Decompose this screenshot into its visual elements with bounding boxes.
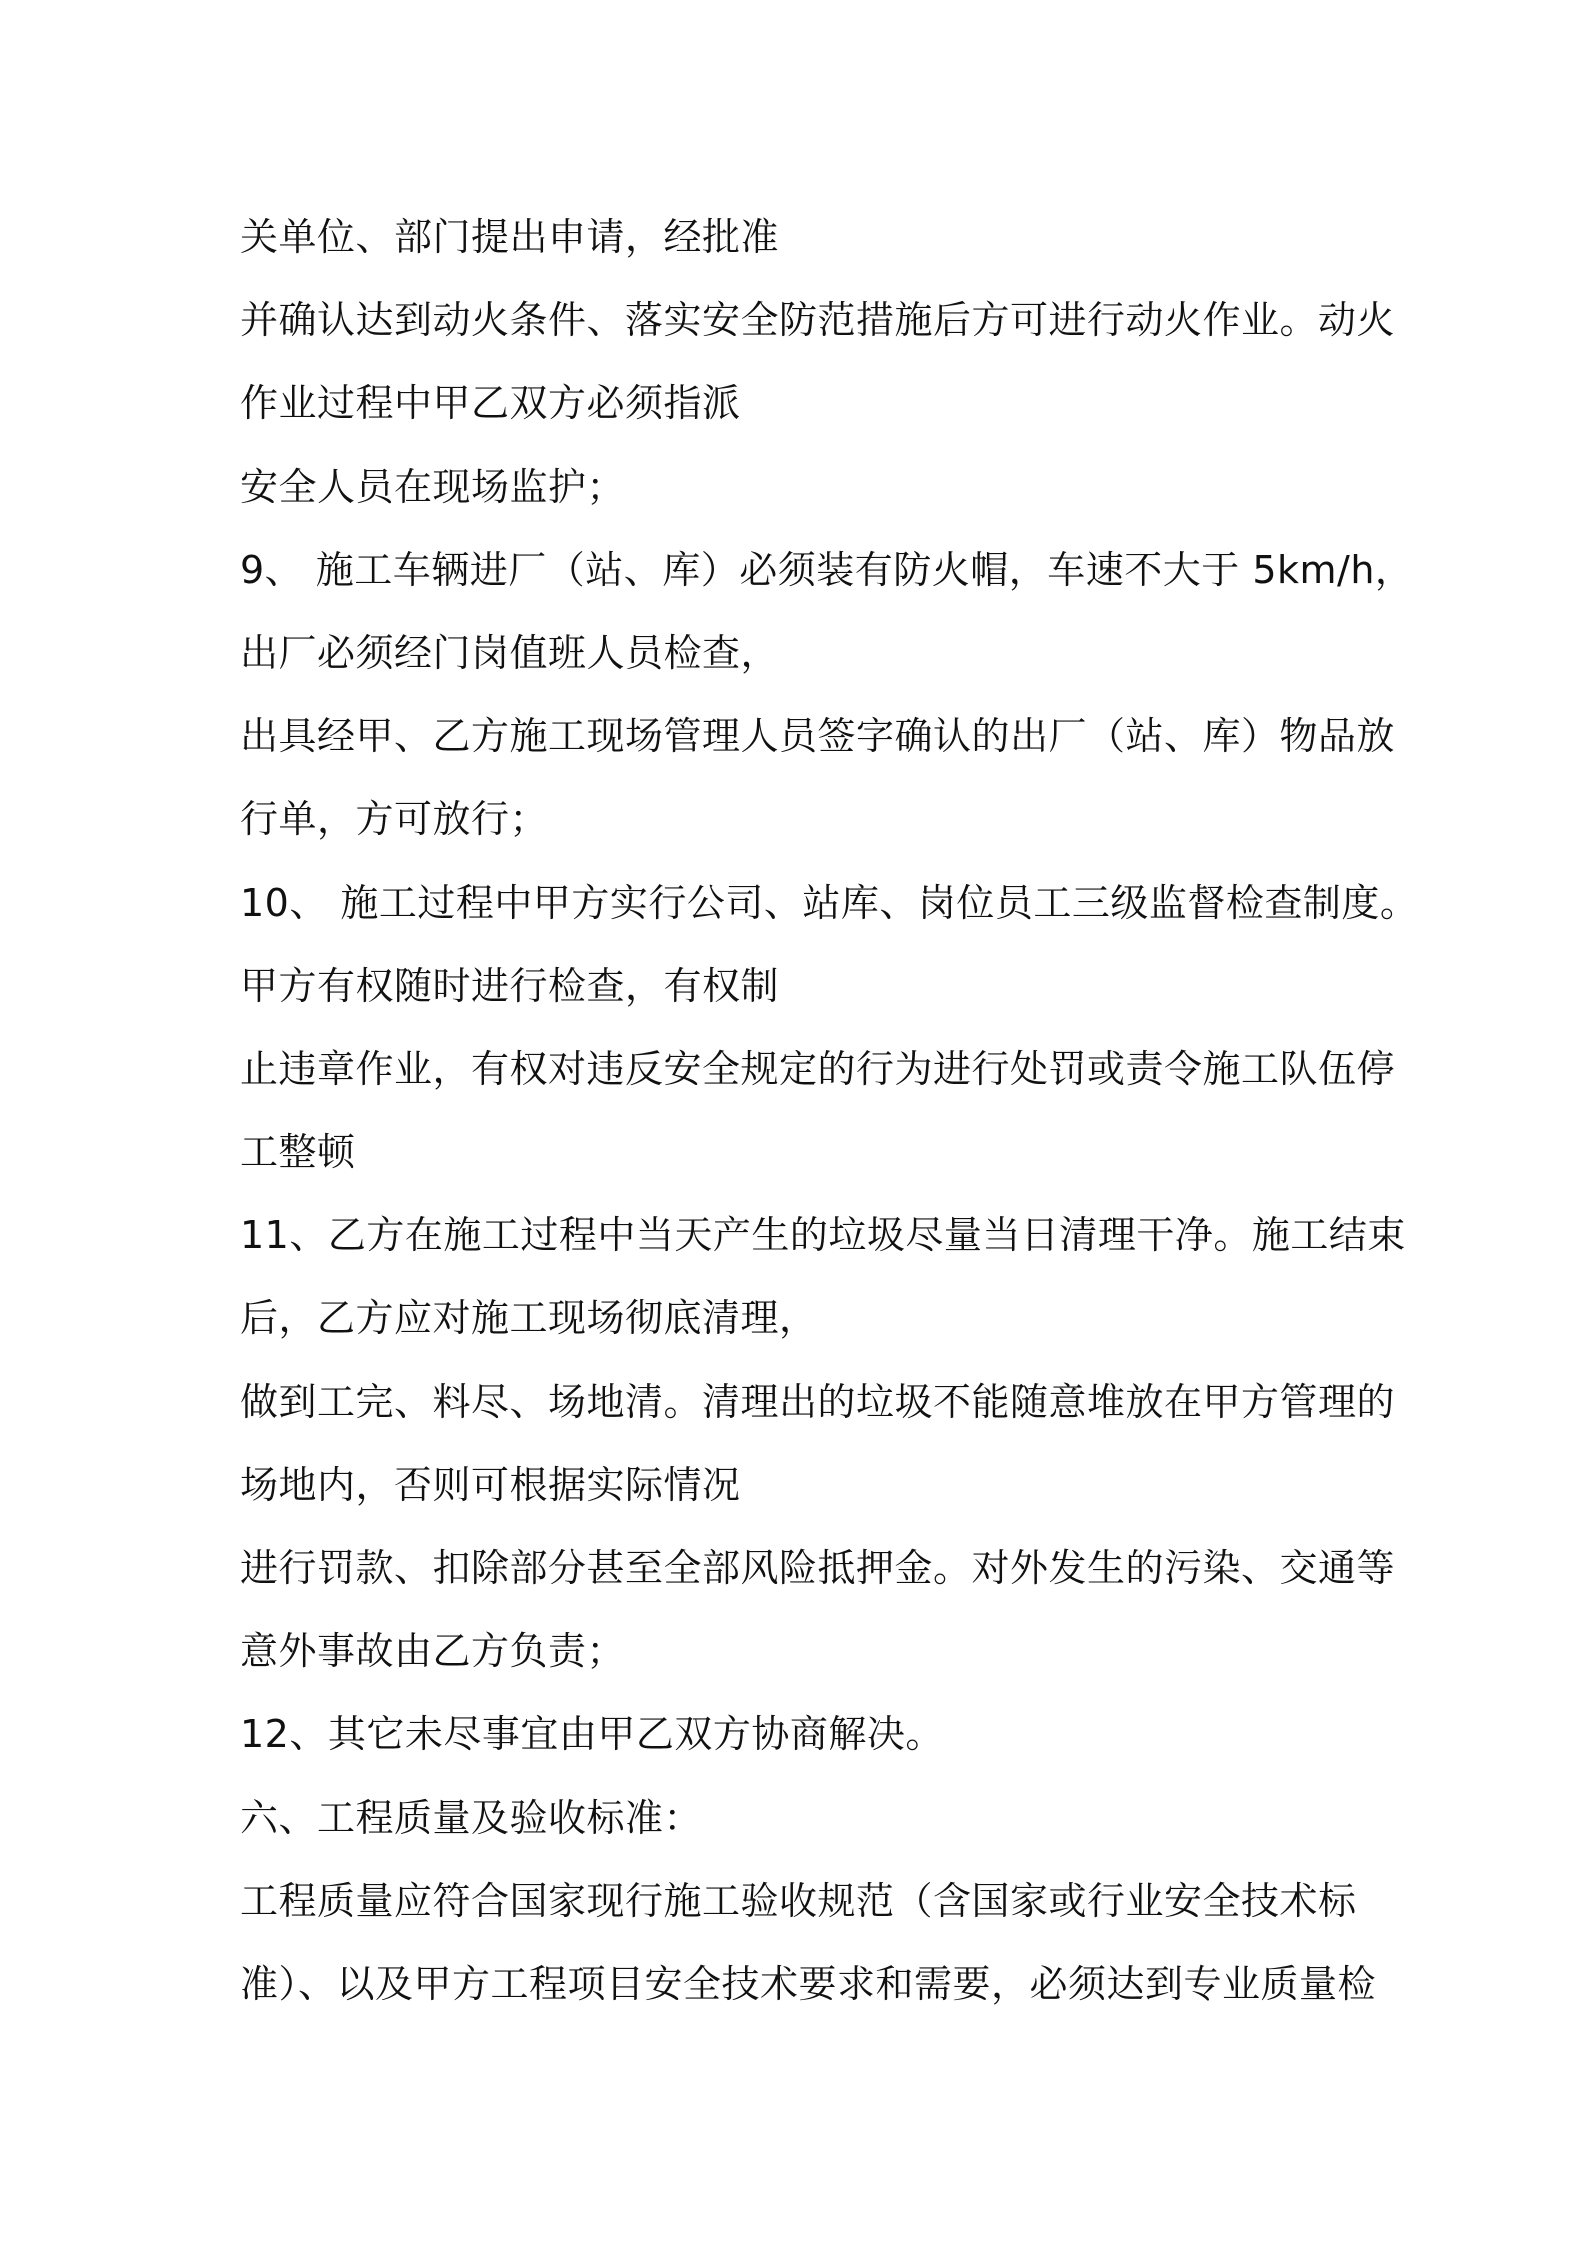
text-line: 9、 施工车辆进厂（站、库）必须装有防火帽，车速不大于 5km/h， [240,547,1414,592]
text-line: 后，乙方应对施工现场彻底清理， [240,1296,818,1341]
text-line: 止违章作业，有权对违反安全规定的行为进行处罚或责令施工队伍停 [240,1046,1396,1091]
text-line: 甲方有权随时进行检查，有权制 [240,963,780,1008]
text-line: 准）、以及甲方工程项目安全技术要求和需要，必须达到专业质量检 [240,1961,1377,2006]
text-line: 并确认达到动火条件、落实安全防范措施后方可进行动火作业。动火 [240,298,1396,343]
text-line: 10、 施工过程中甲方实行公司、站库、岗位员工三级监督检查制度。 [240,880,1419,925]
text-line: 出具经甲、乙方施工现场管理人员签字确认的出厂（站、库）物品放 [240,714,1396,759]
text-line: 关单位、部门提出申请，经批准 [240,215,780,259]
text-line: 意外事故由乙方负责； [240,1629,626,1674]
text-line: 11、乙方在施工过程中当天产生的垃圾尽量当日清理干净。施工结束 [240,1213,1406,1258]
text-line: 工程质量应符合国家现行施工验收规范（含国家或行业安全技术标 [240,1878,1357,1923]
text-line: 做到工完、料尽、场地清。清理出的垃圾不能随意堆放在甲方管理的 [240,1379,1396,1424]
text-line: 行单，方可放行； [240,797,549,842]
text-line: 12、其它未尽事宜由甲乙双方协商解决。 [240,1712,944,1757]
text-line: 场地内，否则可根据实际情况 [240,1462,741,1507]
text-line: 安全人员在现场监护； [240,464,626,509]
text-line: 工整顿 [240,1130,356,1175]
section-heading: 六、工程质量及验收标准： [240,1795,703,1840]
text-line: 进行罚款、扣除部分甚至全部风险抵押金。对外发生的污染、交通等 [240,1546,1396,1590]
text-line: 出厂必须经门岗值班人员检查， [240,630,780,675]
text-line: 作业过程中甲乙双方必须指派 [240,381,741,426]
document-body [240,196,1440,2026]
